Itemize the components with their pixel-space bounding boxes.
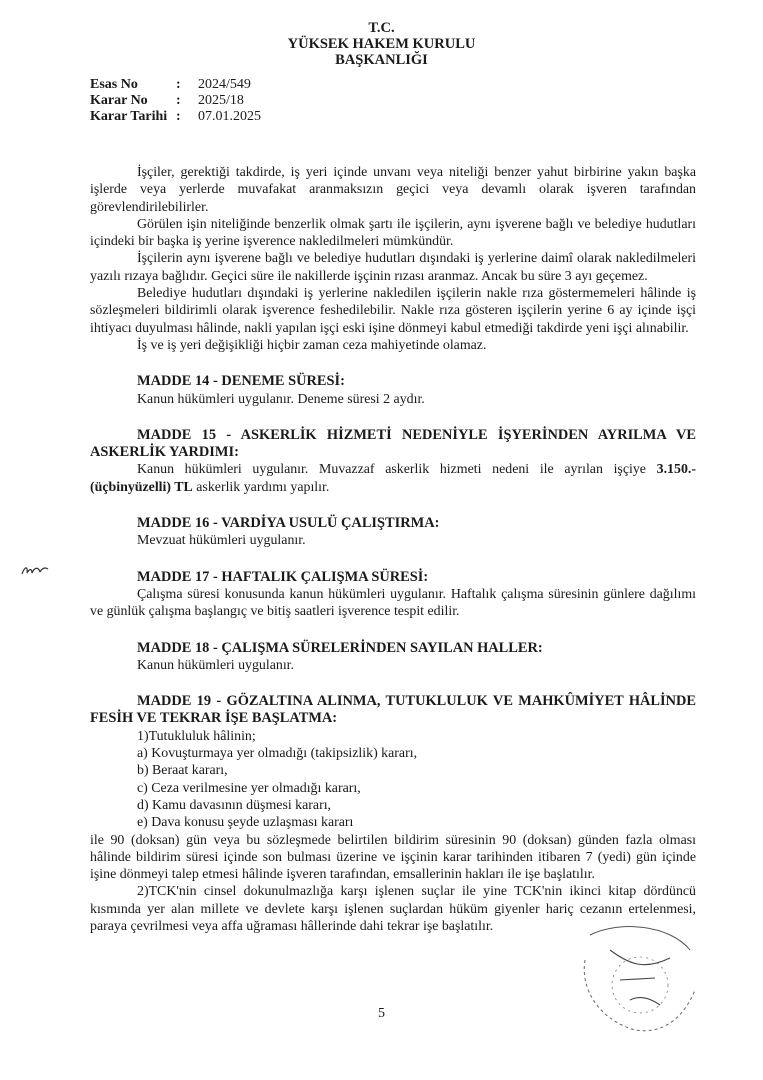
paragraph: İşçiler, gerektiği takdirde, iş yeri içinde unvanı veya niteliği benzer yahut birbirine yakın başka işlerde veya yerlerde muvafakat aranmaksızın geçici veya devamlı olarak işveren tarafından görevlendirilebilirler. xyxy=(90,165,696,215)
paragraph: Görülen işin niteliğinde benzerlik olmak şartı ile işçilerin, aynı işverene bağlı ve belediye hudutları içindeki bir başka iş yerine işverence nakledilmeleri mümkündür. xyxy=(90,216,696,250)
article-18-body: Kanun hükümleri uygulanır. xyxy=(137,657,295,673)
article-15-text2: askerlik yardımı yapılır. xyxy=(192,479,330,495)
list-item: c) Ceza verilmesine yer olmadığı kararı, xyxy=(137,780,361,796)
header-tc: T.C. xyxy=(368,20,395,36)
article-19-tail: ile 90 (doksan) gün veya bu sözleşmede belirtilen bildirim süresinin 90 (doksan) günden fazla olması hâlinde bildirim süresi içinde son bulması üzerine ve işçinin karar tarihinden itibaren 7 (yedi) gün içinde işine dönmeyi talep etmesi hâlinde işveren tarafından, emsallerinin hakları ile işe başlatılır. xyxy=(90,832,696,883)
list-item: d) Kamu davasının düşmesi kararı, xyxy=(137,797,332,813)
article-14-title: MADDE 14 - DENEME SÜRESİ: xyxy=(137,373,345,390)
article-15-title: MADDE 15 - ASKERLİK HİZMETİ NEDENİYLE İŞYERİNDEN AYRILMA VE ASKERLİK YARDIMI: xyxy=(90,426,696,461)
article-15-text: Kanun hükümleri uygulanır. Muvazzaf askerlik hizmeti nedeni ile ayrılan işçiye xyxy=(137,462,646,478)
case-metadata xyxy=(90,77,261,125)
document-header xyxy=(0,20,763,68)
header-institution: YÜKSEK HAKEM KURULU xyxy=(287,36,476,52)
meta-row-tarih xyxy=(90,109,261,125)
meta-label: Karar No xyxy=(90,93,148,108)
header-presidency: BAŞKANLIĞI xyxy=(335,52,428,68)
list-item: a) Kovuşturmaya yer olmadığı (takipsizlik) kararı, xyxy=(137,746,418,762)
list-item: b) Beraat kararı, xyxy=(137,763,228,779)
article-19-p2: 2)TCK'nin cinsel dokunulmazlığa karşı işlenen suçlar ile yine TCK'nin ikinci kitap dördüncü kısmında yer alan millete ve devlete karşı işlenen suçlardan hüküm giyenler hariç cezanın ertelenmesi, paraya çevrilmesi veya affa uğraması hâllerinde dahi tekrar işe başlatılır. xyxy=(90,884,696,934)
meta-sep: : xyxy=(176,109,181,124)
article-15-amount: 3.150.-(üçbinyüzelli) TL xyxy=(90,462,696,495)
article-19-title: MADDE 19 - GÖZALTINA ALINMA, TUTUKLULUK VE MAHKÛMİYET HÂLİNDE FESİH VE TEKRAR İŞE BAŞLATMA: xyxy=(90,693,696,727)
meta-row-esas xyxy=(90,77,261,93)
meta-label: Karar Tarihi xyxy=(90,109,168,124)
official-stamp-icon xyxy=(560,920,710,1040)
article-19-lead: 1)Tutukluluk hâlinin; xyxy=(137,728,256,744)
meta-value: 07.01.2025 xyxy=(198,109,261,124)
meta-value: 2024/549 xyxy=(198,77,251,92)
meta-sep: : xyxy=(176,93,181,108)
article-16-body: Mevzuat hükümleri uygulanır. xyxy=(137,533,306,549)
paragraph: İş ve iş yeri değişikliği hiçbir zaman ceza mahiyetinde olamaz. xyxy=(137,337,487,353)
margin-initials-icon xyxy=(20,560,50,580)
article-17-title: MADDE 17 - HAFTALIK ÇALIŞMA SÜRESİ: xyxy=(137,568,429,585)
paragraph: İşçilerin aynı işverene bağlı ve belediye hudutları dışındaki iş yerlerine daimî olarak nakledilmeleri yazılı rızaya bağlıdır. Geçici süre ile nakillerde işçinin rızası aranmaz. Ancak bu süre 3 ayı geçemez. xyxy=(90,251,696,284)
article-18-title: MADDE 18 - ÇALIŞMA SÜRELERİNDEN SAYILAN HALLER: xyxy=(137,639,543,656)
meta-sep: : xyxy=(176,77,181,92)
page-number: 5 xyxy=(378,1006,385,1021)
meta-label: Esas No xyxy=(90,77,138,92)
meta-row-karar xyxy=(90,93,261,109)
meta-value: 2025/18 xyxy=(198,93,244,108)
article-14-body: Kanun hükümleri uygulanır. Deneme süresi 2 aydır. xyxy=(137,391,425,407)
article-16-title: MADDE 16 - VARDİYA USULÜ ÇALIŞTIRMA: xyxy=(137,515,440,532)
paragraph: Belediye hudutları dışındaki iş yerlerine nakledilen işçilerin nakle rıza göstermemeleri hâlinde iş sözleşmeleri bildirimli olarak işverence feshedilebilir. Nakle rıza gösteren işçilerin yerine 6 ay içinde işçi ihtiyacı duyulması hâlinde, nakli yapılan işçi eski işine dönmeyi kabul etmediği takdirde yeni işçi alınabilir. xyxy=(90,286,696,336)
article-17-body: Çalışma süresi konusunda kanun hükümleri uygulanır. Haftalık çalışma süresinin günlere dağılımı ve günlük çalışma başlangıç ve bitiş saatleri işverence tespit edilir. xyxy=(90,586,696,620)
list-item: e) Dava konusu şeyde uzlaşması kararı xyxy=(137,815,354,831)
article-15-body xyxy=(90,461,696,496)
document-body xyxy=(90,164,696,935)
